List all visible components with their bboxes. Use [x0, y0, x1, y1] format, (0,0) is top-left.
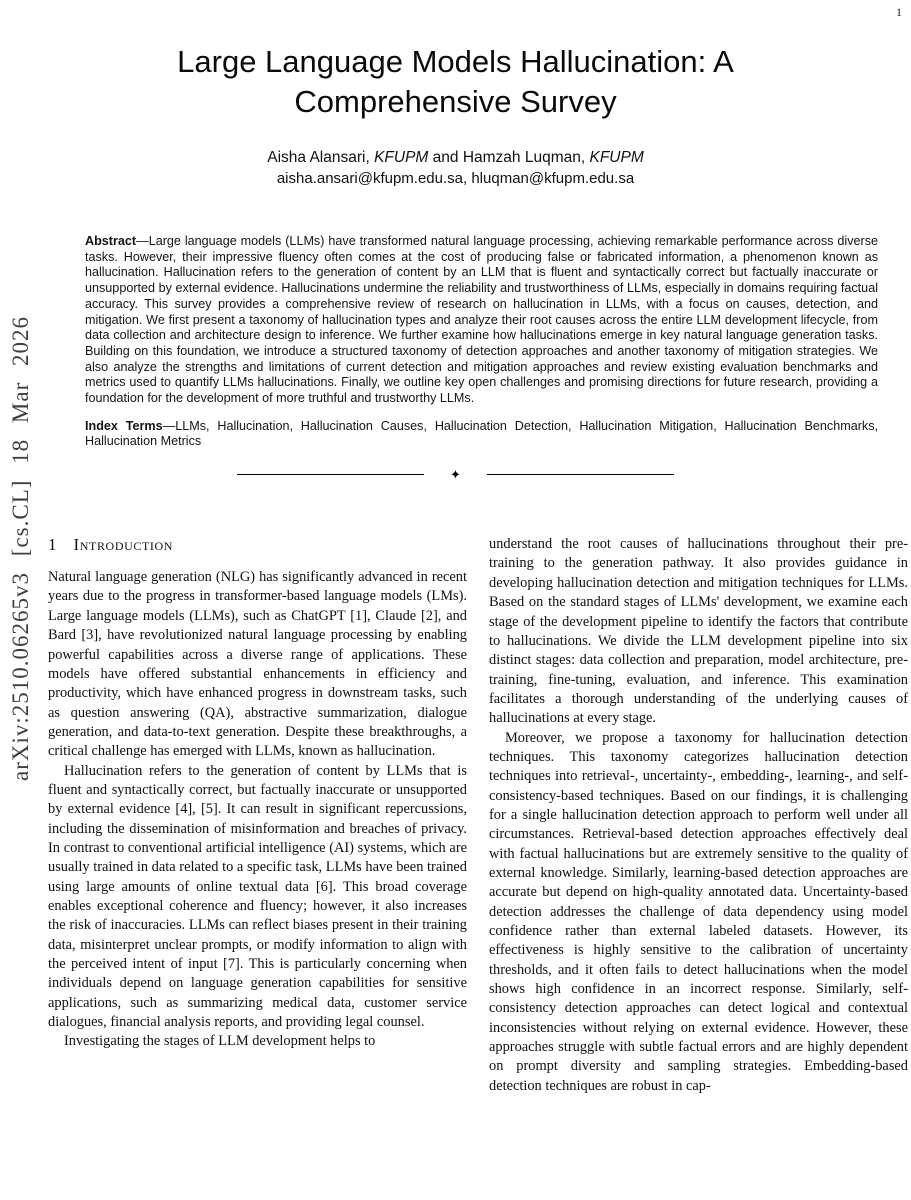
abstract [85, 234, 878, 407]
abstract-text: —Large language models (LLMs) have transformed natural language processing, achieving remarkable performance across diverse tasks. However, their impressive fluency often comes at the cost of producing false or fabricated information, a phenomenon known as hallucination. Hallucination refers to the generation of content by an LLM that is fluent and syntactically correct but factually inaccurate or unsupported by external evidence. Hallucinations undermine the reliability and trustworthiness of LLMs, especially in domains requiring factual accuracy. This survey provides a comprehensive review of research on hallucination in LLMs, with a focus on causes, detection, and mitigation. We first present a taxonomy of hallucination types and analyze their root causes across the entire LLM development lifecycle, from data collection and architecture design to inference. We further examine how hallucinations emerge in key natural language generation tasks. Building on this foundation, we introduce a structured taxonomy of detection approaches and another taxonomy of mitigation strategies. We also analyze the strengths and limitations of current detection and mitigation approaches and review existing evaluation benchmarks and metrics used to quantify LLMs hallucinations. Finally, we outline key open challenges and promising directions for future research, providing a foundation for the development of more truthful and trustworthy LLMs. [85, 234, 878, 406]
paragraph: understand the root causes of hallucinations throughout their pre-training to the generation pathway. It also provides guidance in developing hallucination detection and mitigation techniques for LLMs. Based on the standard stages of LLMs' development, we examine each stage of the development pipeline to identify the factors that contribute to hallucinations. We divide the LLM development pipeline into six distinct stages: data collection and preparation, model architecture, pre-training, fine-tuning, evaluation, and inference. This examination facilitates a thorough understanding of the underlying causes of hallucinations at every stage. [489, 536, 908, 727]
author-affiliation: KFUPM [589, 149, 644, 166]
authors-separator: and [428, 149, 463, 166]
divider-rule-right [487, 474, 674, 475]
page-number: 1 [896, 5, 902, 19]
index-terms [85, 419, 878, 450]
index-terms-label: Index Terms [85, 418, 163, 433]
diamond-icon: ✦ [450, 467, 461, 483]
abstract-label: Abstract [85, 234, 137, 248]
authors-line [0, 148, 911, 167]
section-heading [48, 535, 467, 554]
section-number: 1 [48, 535, 57, 555]
author-affiliation: KFUPM [374, 149, 429, 166]
section-divider [0, 468, 911, 481]
body-columns [48, 535, 908, 1096]
section-title: Introduction [73, 535, 174, 555]
author-name: Aisha Alansari, [267, 149, 375, 166]
left-column [48, 535, 467, 1096]
arxiv-watermark: arXiv:2510.06265v3 [cs.CL] 18 Mar 2026 [8, 316, 33, 781]
author-name: Hamzah Luqman, [462, 149, 590, 166]
divider-rule-left [237, 474, 424, 475]
right-column [489, 535, 908, 1096]
index-terms-text: —LLMs, Hallucination, Hallucination Causes, Hallucination Detection, Hallucination Mitigation, Hallucination Benchmarks, Hallucination Metrics [85, 418, 878, 449]
paragraph: Moreover, we propose a taxonomy for hallucination detection techniques. This taxonomy categorizes hallucination detection techniques into retrieval-, uncertainty-, embedding-, learning-, and self-consistency-based techniques. Based on our findings, it is challenging for a single hallucination detection approach to perform well under all circumstances. Retrieval-based detection approaches effectively deal with factual hallucinations but are extremely sensitive to the quality of external knowledge. Similarly, learning-based detection approaches are accurate but depend on high-quality annotated data. Uncertainty-based detection addresses the challenge of data dependency using model confidence rather than external labeled datasets. However, its effectiveness is highly sensitive to the calibration of uncertainty thresholds, and it often fails to detect hallucinations when the model shows high confidence in an incorrect response. Similarly, self-consistency detection approaches can detect logical and contextual inconsistencies without relying on external evidence. However, these approaches struggle with subtle factual errors and are highly dependent on prompt diversity and sampling strategies. Embedding-based detection techniques are robust in cap- [489, 729, 908, 1094]
paragraph: Hallucination refers to the generation of content by LLMs that is fluent and syntactically correct, but factually inaccurate or unsupported by external evidence [4], [5]. It can result in significant repercussions, including the dissemination of misinformation and breaches of privacy. In contrast to conventional artificial intelligence (AI) systems, which are usually trained in data related to a specific task, LLMs have been trained using large amounts of online textual data [6]. This broad coverage enables exceptional coherence and fluency; however, it also increases the risk of inaccuracies. LLMs can reflect biases present in their training data, misinterpret unclear prompts, or modify information to align with the perceived intent of input [7]. This is particularly concerning when individuals depend on language generation capabilities for sensitive applications, such as summarizing medical data, customer service dialogues, financial analysis reports, and providing legal counsel. [48, 762, 467, 1031]
paper-title: Large Language Models Hallucination: A Comprehensive Survey [177, 44, 734, 119]
paragraph: Investigating the stages of LLM development helps to [64, 1033, 376, 1050]
author-emails: aisha.ansari@kfupm.edu.sa, hluqman@kfupm.edu.sa [276, 170, 635, 187]
paragraph: Natural language generation (NLG) has significantly advanced in recent years due to the progress in transformer-based language models (LMs). Large language models (LLMs), such as ChatGPT [1], Claude [2], and Bard [3], have revolutionized natural language processing by enabling powerful capabilities across a diverse range of applications. These models have offered substantial enhancements in efficiency and productivity, which have enhanced progress in downstream tasks, such as question answering (QA), abstractive summarization, dialogue generation, and data-to-text generation. Despite these breakthroughs, a critical challenge has emerged with LLMs, known as hallucination. [48, 569, 467, 760]
